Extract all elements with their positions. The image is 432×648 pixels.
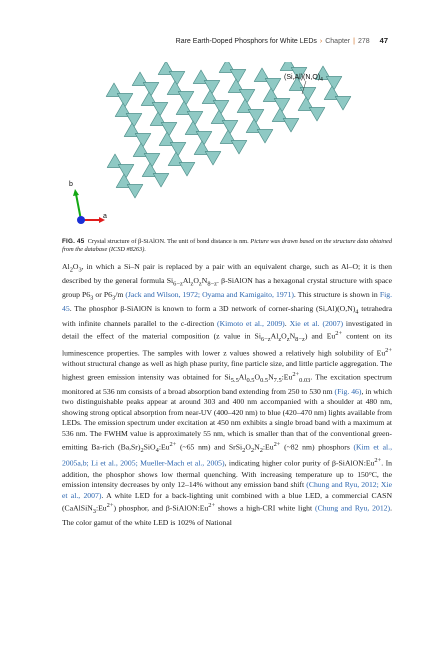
- text-run: O: [254, 372, 261, 382]
- tetrahedron: [135, 134, 151, 148]
- tetrahedron: [143, 83, 159, 97]
- caption-text: Crystal structure of β-SiAlON. The unit of bond distance is nm.: [87, 238, 249, 245]
- figure-link[interactable]: (Fig. 46): [334, 386, 362, 396]
- tetrahedron: [335, 97, 351, 111]
- formula-label: $(Si,Al)(N,O)_4$: [284, 74, 323, 83]
- tetrahedron: [179, 163, 195, 177]
- tetrahedron: [178, 92, 194, 106]
- text-run: Al: [270, 331, 279, 341]
- tetrahedron: [231, 141, 247, 155]
- citation-link[interactable]: Xie et al. (2007): [289, 318, 343, 328]
- tetrahedron: [196, 132, 212, 146]
- text-run: SiO: [143, 442, 156, 452]
- caption-italic-text: Picture was drawn based on the structure data obtained from the database (ICSD #8263).: [62, 238, 392, 254]
- text-run: , indicating higher color purity of β-SiAlON:Eu: [224, 458, 375, 468]
- paragraph: $Al_2O_3$, in which a Si–N pair is replaced by a pair with an equivalent charge, such as Al–O; it is then described by the general formula $Si_{6-z}Al_zO_zN_{8-z}$. β-SiAlON has a hexagonal crystal structure with space group $P6_3$ or $P6_3/m$ (Jack and Wilson, 1972; Oyama and Kamigaito, 1971). This structure is shown in Fig. 45. The phosphor β-SiAlON is known to form a 3D network of corner-sharing $(Si,Al)(O,N)_4$ tetrahedra with infinite channels parallel to the c-direction (Kimoto et al., 2009). Xie et al. (2007) investigated in detail the effect of the material composition (z value in $Si_{6-z}Al_zO_zN_{8-z}$) and $Eu^{2+}$ content on its luminescence properties. The samples with lower z values showed a relatively high solubility of $Eu^{2+}$ without structural change as well as high phase purity, fine particle size, and little particle aggregation. The highest green emission intensity was obtained for $Si_{5.5}Al_{0.5}O_{0.5}N_{7.5}:Eu^{2+}_{0.03}$. The excitation spectrum monitored at 536 nm consists of a broad absorption band extending from 250 to 530 nm (Fig. 46), in which two distinguishable peaks appear at around 303 and 400 nm accompanied with a shoulder at 480 nm, showing strong optical absorption from near-UV (400–420 nm) to blue (420–470 nm) lights available from LEDs. The emission spectrum under excitation at 450 nm exhibits a single broad band with a maximum at 536 nm. The FWHM value is approximately 55 nm, which is smaller than that of the conventional green-emitting Ba-rich $(Ba,Sr)_2SiO_4:Eu^{2+}$ (~65 nm) and $SrSi_2O_2N_2:Eu^{2+}$ (~82 nm) phosphors (Kim et al., 2005a,b; Li et al., 2005; Mueller-Mach et al., 2005), indicating higher color purity of $\beta-SiAlON:Eu^{2+}$. In addition, the phosphor shows low thermal quenching. With increasing temperature up to 150°C, the emission intensity decreases by only 12–14% without any emission band shift (Chung and Ryu, 2012; Xie et al., 2007). A white LED for a back-lighting unit combined with a blue LED, a commercial CASN $(CaAlSiN_3:Eu^{2+})$ phosphor, and $\beta-SiAlON:Eu^{2+}$ shows a high-CRI white light (Chung and Ryu, 2012). The color gamut of the white LED is 102% of National: [62, 262, 393, 528]
- formula-subscript: 4: [320, 77, 323, 83]
- text-run: , in which two distinguishable peaks appear at around 303 and 400 nm accompanied with a shoulder at 480 nm, showing strong optical absorption from near-UV (400–420 nm) to blue (420–470 nm) lights available from LEDs. The emission spectrum under excitation at 450 nm exhibits a single broad band with a maximum at 536 nm. The FWHM value is approximately 55 nm, which is smaller than that of the conventional green-emitting Ba-rich (Ba,Sr): [62, 386, 393, 452]
- text-run: O: [193, 276, 199, 286]
- text-run: . The excitation spectrum monitored at 536 nm consists of a broad absorption band extending from 250 to 530 nm: [62, 372, 392, 396]
- header-separator: ›: [319, 38, 323, 45]
- axis-b-label: b: [69, 181, 73, 188]
- tetrahedron: [126, 114, 142, 128]
- tetrahedron: [152, 103, 168, 117]
- running-header: [0, 36, 388, 45]
- text-run: Al: [182, 276, 191, 286]
- text-run: . The color gamut of the white LED is 102% of National: [62, 503, 392, 528]
- tetrahedron: [213, 101, 229, 115]
- text-run: tetrahedra with infinite channels parallel to the c-direction: [62, 304, 392, 328]
- crystal-structure-image: [62, 62, 362, 232]
- text-run: without structural change as well as high phase purity, fine particle size, and little particle aggregation. The highest green emission intensity was obtained for Si: [62, 359, 392, 382]
- axis-b-arrowhead: [73, 189, 79, 196]
- tetrahedron: [283, 119, 299, 133]
- tetrahedron: [300, 88, 316, 102]
- tetrahedron: [309, 108, 325, 122]
- text-run: N: [254, 442, 260, 452]
- tetrahedron: [239, 90, 255, 104]
- text-run: shows a high-CRI white light: [215, 503, 313, 513]
- text-run: . β-SiAlON has a hexagonal crystal structure with space group P6: [62, 276, 392, 300]
- figure-link[interactable]: Fig. 45: [62, 290, 393, 314]
- citation-link[interactable]: (Chung and Ryu, 2012; Xie et al., 2007): [62, 480, 393, 500]
- chapter-number: 278: [357, 38, 370, 45]
- citation-link[interactable]: (Kim et al., 2005a,b; Li et al., 2005; Mueller-Mach et al., 2005): [62, 442, 393, 468]
- text-run: or P6: [93, 290, 112, 300]
- text-run: . A white LED for a back-lighting unit combined with a blue LED, a commercial CASN (CaAlSiN: [62, 490, 393, 513]
- axis-c-origin: [77, 216, 85, 224]
- tetrahedron: [265, 79, 281, 93]
- figure-45: [62, 62, 362, 232]
- chapter-label: Chapter: [325, 38, 351, 45]
- axis-a-label: a: [103, 213, 107, 220]
- tetrahedron: [205, 152, 221, 166]
- tetrahedron: [153, 174, 169, 188]
- text-run: content on its luminescence properties. The samples with lower z values showed a relatively high solubility of Eu: [62, 331, 392, 358]
- tetrahedron: [326, 77, 342, 91]
- text-run: ) phosphor, and β-SiAlON:Eu: [113, 503, 209, 513]
- text-run: (~82 nm) phosphors: [280, 442, 350, 452]
- citation-link[interactable]: (Chung and Ryu, 2012): [315, 503, 391, 513]
- tetrahedron: [170, 143, 186, 157]
- tetrahedron: [118, 165, 134, 179]
- text-run: . The phosphor β-SiAlON is known to form a 3D network of corner-sharing (Si,Al)(O,N): [69, 304, 356, 314]
- text-run: N: [289, 331, 296, 341]
- text-run: Al: [62, 262, 70, 271]
- tetrahedron: [274, 99, 290, 113]
- tetrahedron: [204, 81, 220, 95]
- text-run: . This structure is shown in: [293, 290, 378, 300]
- text-run: Al: [238, 372, 247, 382]
- page-number: 47: [379, 36, 388, 45]
- tetrahedron: [127, 185, 143, 199]
- text-run: (~65 nm) and SrSi: [176, 442, 243, 452]
- tetrahedra-network: [106, 62, 351, 198]
- tetrahedron: [144, 154, 160, 168]
- text-run: O: [281, 331, 287, 341]
- text-run: ) and Eu: [304, 331, 336, 341]
- text-run: :Eu: [262, 442, 274, 452]
- axis-triad: [69, 181, 107, 224]
- text-run: .: [284, 318, 287, 328]
- text-run: :Eu: [95, 503, 107, 513]
- header-separator-bar: |: [353, 38, 355, 45]
- text-run: :Eu: [281, 372, 293, 382]
- figure-caption: [62, 238, 392, 255]
- citation-link[interactable]: (Kimoto et al., 2009): [217, 318, 285, 328]
- tetrahedron: [222, 121, 238, 135]
- text-run: /m: [115, 290, 124, 300]
- tetrahedron: [161, 123, 177, 137]
- caption-label: FIG. 45: [62, 238, 85, 245]
- text-run: investigated in detail the effect of the material composition (z value in Si: [62, 318, 392, 341]
- tetrahedron: [187, 112, 203, 126]
- text-run: N: [268, 372, 274, 382]
- tetrahedron: [230, 70, 246, 84]
- tetrahedron: [117, 94, 133, 108]
- citation-link[interactable]: (Jack and Wilson, 1972; Oyama and Kamigaito, 1971): [125, 290, 294, 300]
- text-run: :Eu: [158, 442, 170, 452]
- body-text: [62, 262, 392, 529]
- running-title: Rare Earth-Doped Phosphors for White LEDs: [175, 38, 317, 45]
- tetrahedron: [169, 72, 185, 86]
- text-run: , in which a Si–N pair is replaced by a pair with an equivalent charge, such as Al–O; it is then described by the general formula Si: [62, 262, 392, 286]
- text-run: N: [201, 276, 208, 286]
- text-run: . In addition, the phosphor shows low thermal quenching. With increasing temperature up to 150°C, the emission intensity decreases by only 12–14% without any emission band shift: [62, 458, 392, 490]
- tetrahedron: [248, 110, 264, 124]
- text-run: O: [245, 442, 251, 452]
- tetrahedron: [257, 130, 273, 144]
- text-run: O: [72, 262, 79, 271]
